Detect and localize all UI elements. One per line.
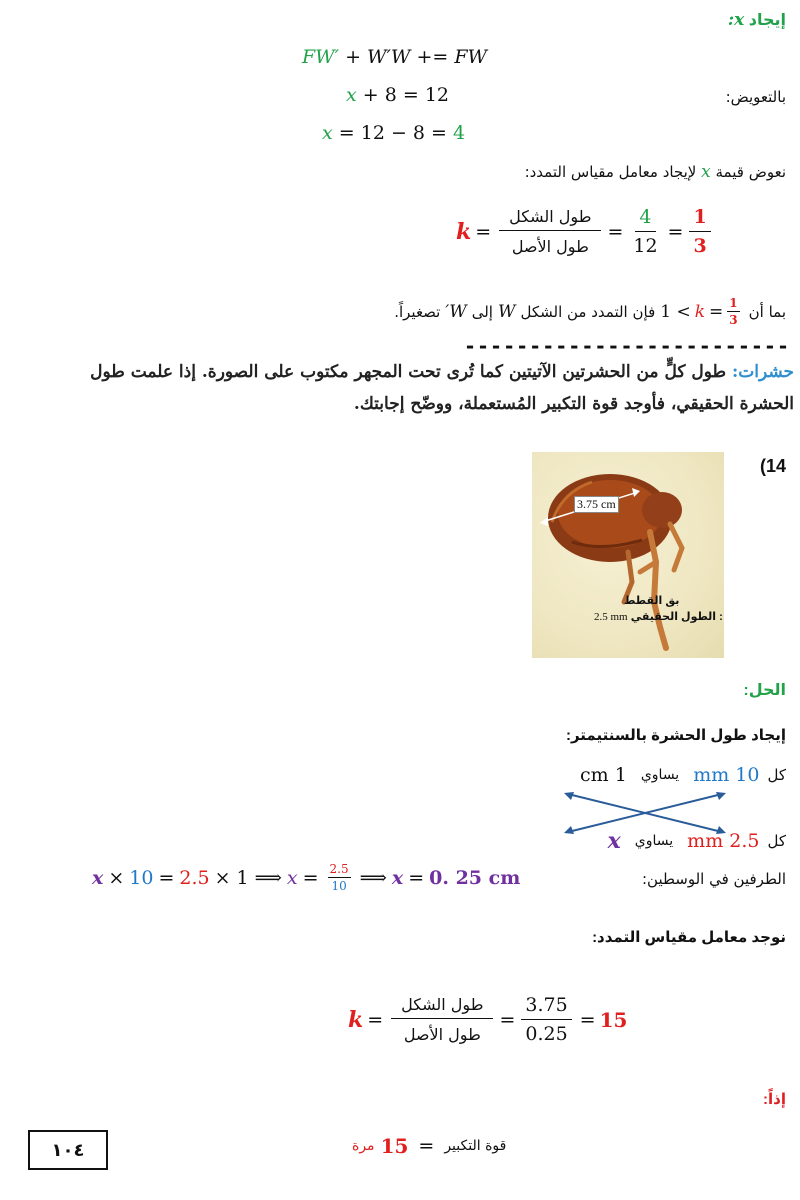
frac-num: طول الشكل: [391, 995, 493, 1019]
fraction-3-75-0-25: [521, 994, 571, 1045]
problem-line-2: الحشرة الحقيقي، فأوجد قوة التكبير المُستعملة، ووضّح إجابتك.: [353, 394, 794, 414]
step2-heading: نوجد معامل مقياس التمدد:: [592, 929, 786, 946]
substitute-sentence: [525, 162, 786, 182]
label-equals: يساوي: [634, 833, 674, 849]
final-answer: [352, 1134, 506, 1158]
value-10: 10: [129, 866, 154, 889]
fraction-words: [391, 995, 493, 1044]
cross-multiply-equation: [92, 862, 520, 893]
op: =: [302, 866, 319, 889]
eq-var-x: x: [346, 84, 357, 106]
caption-length-label: الطول الحقيقي :: [630, 611, 723, 623]
equation-x-plus-8: [346, 84, 449, 106]
eq-rest: + 8 = 12: [362, 84, 449, 106]
equation-fw: [302, 46, 487, 68]
flea-illustration: [532, 452, 724, 658]
equals: =: [367, 1008, 384, 1031]
k-symbol: k: [348, 1006, 364, 1033]
scale-factor-equation-2: [348, 994, 627, 1045]
page-number: ١٠٤: [28, 1130, 108, 1170]
flea-image: [532, 452, 724, 658]
frac-num: 4: [635, 206, 655, 232]
text-a: بما أن: [748, 302, 786, 321]
op: ×: [108, 866, 125, 889]
value-2-5: 2.5: [179, 866, 210, 889]
subst-var: x: [701, 162, 711, 182]
equals: =: [418, 1135, 435, 1157]
value-1cm: 1 cm: [580, 764, 627, 786]
equals: =: [499, 1008, 516, 1031]
caption-length: [594, 610, 723, 623]
equation-x-equals-4: [322, 122, 465, 144]
value-10mm: 10 mm: [693, 764, 760, 786]
op: × 1 ⟹: [214, 866, 282, 889]
frac-num: 3.75: [521, 994, 571, 1020]
frac-den: 0.25: [525, 1023, 568, 1045]
var-x: x: [286, 866, 298, 889]
op: =: [408, 866, 425, 889]
scale-factor-equation-1: [456, 206, 715, 257]
text-e: تصغيراً.: [394, 302, 441, 321]
equals: =: [667, 220, 684, 243]
frac-den: 10: [331, 879, 347, 893]
fraction-2-5-10: [328, 862, 351, 893]
problem-line-1: [4, 356, 794, 388]
solution-heading: الحل:: [743, 682, 786, 699]
eq-term-fw-prime: FW′: [302, 46, 340, 68]
label-equals: يساوي: [640, 767, 680, 783]
inequality: [660, 296, 743, 327]
k-symbol: k: [456, 218, 472, 245]
final-label: قوة التكبير: [444, 1138, 507, 1154]
frac-den: 3: [693, 235, 707, 257]
problem-statement: [4, 356, 794, 420]
equals: =: [579, 1008, 596, 1031]
frac-num: 2.5: [329, 862, 349, 876]
eq-value: 4: [453, 122, 466, 144]
value-2-5mm: 2.5 mm: [687, 830, 760, 852]
frac-den: 3: [729, 313, 738, 327]
var-x: x: [92, 866, 104, 889]
label-each: كل: [767, 766, 786, 784]
eq-mid: = 12 − 8 =: [338, 122, 447, 144]
cross-multiply-label: الطرفين في الوسطين:: [641, 870, 786, 888]
heading-text: إيجاد: [748, 12, 786, 29]
heading-var: x:: [727, 10, 745, 30]
result-15: 15: [599, 1007, 628, 1032]
frac-den: طول الأصل: [511, 237, 589, 256]
caption-length-value: 2.5 mm: [594, 611, 628, 623]
result-cm: 0. 25 cm: [429, 866, 521, 889]
caption-name: بق القطط: [624, 595, 680, 607]
thus-label: إذاً:: [763, 1091, 786, 1108]
final-value: 15: [380, 1134, 409, 1158]
conversion-row-2: [608, 828, 786, 854]
text-a: نعوض قيمة: [715, 163, 786, 181]
frac-num: طول الشكل: [499, 207, 601, 231]
fraction-1-3: [689, 206, 710, 257]
fraction-words: [499, 207, 601, 256]
conversion-row-1: [580, 764, 786, 786]
op: ⟹: [359, 866, 387, 889]
fraction-4-12: [629, 206, 661, 257]
problem-title: حشرات:: [731, 362, 794, 382]
step1-heading: إيجاد طول الحشرة بالسنتيمتر:: [565, 727, 786, 744]
measure-label: 3.75 cm: [574, 496, 619, 513]
separator-line: -------------------------: [463, 334, 790, 358]
problem-text-1: طول كلٍّ من الحشرتين الآتيتين كما تُرى تحت المجهر مكتوب على الصورة. إذا علمت طول: [90, 362, 727, 382]
var-w-prime: W′: [445, 301, 467, 322]
conclusion-sentence: [394, 296, 786, 327]
final-unit: مرة: [352, 1138, 375, 1154]
frac-den: طول الأصل: [403, 1025, 481, 1044]
equals: =: [607, 220, 624, 243]
section-heading-find-x: [728, 10, 786, 30]
var-w: W: [497, 301, 516, 322]
op: =: [158, 866, 175, 889]
var-x: x: [607, 828, 621, 854]
text-c: فإن التمدد من الشكل: [520, 302, 656, 321]
ineq-left: 1 <: [660, 301, 691, 322]
substitution-label: بالتعويض:: [725, 88, 786, 106]
var-x: x: [391, 866, 404, 889]
question-number: (14: [759, 456, 786, 476]
eq-rest: + W′W += FW: [345, 46, 488, 68]
equals: =: [709, 301, 724, 322]
frac-den: 12: [633, 235, 658, 257]
eq-var-x: x: [322, 122, 333, 144]
text-d: إلى: [471, 302, 493, 321]
equals: =: [475, 220, 492, 243]
fraction-1-3: [727, 296, 739, 327]
frac-num: 1: [729, 296, 738, 310]
k-symbol: k: [694, 301, 706, 322]
frac-num: 1: [689, 206, 710, 232]
label-each: كل: [767, 832, 786, 850]
text-b: لإيجاد معامل مقياس التمدد:: [524, 163, 697, 181]
